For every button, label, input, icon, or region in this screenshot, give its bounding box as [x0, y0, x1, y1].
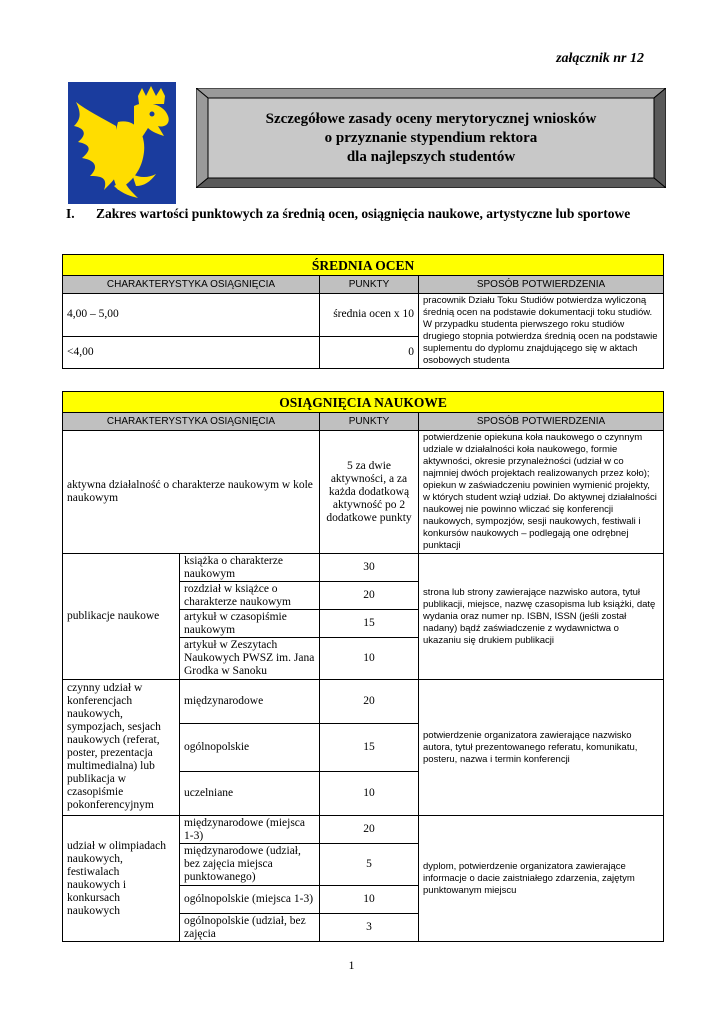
header-characteristic: CHARAKTERYSTYKA OSIĄGNIĘCIA [63, 413, 320, 431]
header-confirmation: SPOSÓB POTWIERDZENIA [419, 413, 664, 431]
conference-item: ogólnopolskie [180, 724, 320, 772]
olympiad-points: 10 [320, 886, 419, 914]
conference-points: 20 [320, 680, 419, 724]
conference-points: 10 [320, 772, 419, 816]
publication-points: 10 [320, 638, 419, 680]
conferences-confirmation: potwierdzenie organizatora zawierające nazwisko autora, tytuł prezentowanego referatu, komunikatu, posteru, nazwa i termin konferencji [419, 680, 664, 816]
olympiad-item: ogólnopolskie (udział, bez zajęcia [180, 914, 320, 942]
conference-item: uczelniane [180, 772, 320, 816]
publications-label: publikacje naukowe [63, 554, 180, 680]
conference-item: międzynarodowe [180, 680, 320, 724]
grades-row-2-points: 0 [320, 336, 419, 368]
science-table-title: OSIĄGNIĘCIA NAUKOWE [63, 392, 664, 413]
olympiad-item: międzynarodowe (udział, bez zajęcia miejsca punktowanego) [180, 844, 320, 886]
olympiad-points: 20 [320, 816, 419, 844]
conferences-label: czynny udział w konferencjach naukowych, sympozjach, sesjach naukowych (referat, poster, prezentacja multimedialna) lub publikacja w czasopiśmie pokonferencyjnym [63, 680, 180, 816]
title-line-3: dla najlepszych studentów [346, 148, 516, 165]
header-confirmation: SPOSÓB POTWIERDZENIA [419, 276, 664, 294]
science-table [62, 391, 664, 942]
section-text: Zakres wartości punktowych za średnią ocen, osiągnięcia naukowe, artystyczne lub sportowe [96, 206, 631, 221]
header-characteristic: CHARAKTERYSTYKA OSIĄGNIĘCIA [63, 276, 320, 294]
publication-item: książka o charakterze naukowym [180, 554, 320, 582]
conference-points: 15 [320, 724, 419, 772]
page-title [196, 88, 666, 188]
olympiads-confirmation: dyplom, potwierdzenie organizatora zawierające informacje o dacie zaistniałego zdarzenia, zajętym punktowanym miejscu [419, 816, 664, 942]
header-points: PUNKTY [320, 413, 419, 431]
olympiads-label: udział w olimpiadach naukowych, festiwalach naukowych i konkursach naukowych [63, 816, 180, 942]
club-characteristic: aktywna działalność o charakterze naukowym w kole naukowym [63, 431, 320, 554]
grades-table-title: ŚREDNIA OCEN [63, 255, 664, 276]
publication-item: artykuł w czasopiśmie naukowym [180, 610, 320, 638]
olympiad-item: międzynarodowe (miejsca 1-3) [180, 816, 320, 844]
grades-row-1-characteristic: 4,00 – 5,00 [63, 294, 320, 337]
club-confirmation: potwierdzenie opiekuna koła naukowego o czynnym udziale w działalności koła naukowego, formie aktywności, okresie przynależności (udział w co najmniej dwóch projektach realizowanych przez koło); opiekun w zaświadczeniu powinien wymienić projekty, w których student wziął udział. Do aktywnej działalności naukowej nie powinno wliczać się konferencji naukowych, sympozjów, sesji naukowych, festiwali i konkursów naukowych – podlegają one odrębnej punktacji [419, 431, 664, 554]
olympiad-item: ogólnopolskie (miejsca 1-3) [180, 886, 320, 914]
eagle-logo-icon [68, 82, 176, 204]
header-points: PUNKTY [320, 276, 419, 294]
grades-row-2-characteristic: <4,00 [63, 336, 320, 368]
section-number: I. [66, 206, 75, 221]
publication-item: artykuł w Zeszytach Naukowych PWSZ im. Jana Grodka w Sanoku [180, 638, 320, 680]
publication-item: rozdział w książce o charakterze naukowym [180, 582, 320, 610]
grades-table [62, 254, 664, 369]
publication-points: 20 [320, 582, 419, 610]
olympiad-points: 3 [320, 914, 419, 942]
publication-points: 15 [320, 610, 419, 638]
title-box [196, 88, 666, 188]
grades-confirmation: pracownik Działu Toku Studiów potwierdza wyliczoną średnią ocen na podstawie dokumentacji toku studiów. W przypadku studenta pierwszego roku studiów drugiego stopnia potwierdza średnią ocen na podstawie suplementu do dyplomu znajdującego się w aktach osobowych studenta [419, 294, 664, 369]
publication-points: 30 [320, 554, 419, 582]
title-line-1: Szczegółowe zasady oceny merytorycznej wniosków [265, 110, 597, 127]
grades-row-1-points: średnia ocen x 10 [320, 294, 419, 337]
annex-label: załącznik nr 12 [556, 51, 644, 66]
olympiad-points: 5 [320, 844, 419, 886]
publications-confirmation: strona lub strony zawierające nazwisko autora, tytuł publikacji, miejsce, nazwę czasopisma lub książki, datę wydania oraz numer np. ISBN, ISSN (jeśli został nadany) bądź zaświadczenie z wydawnictwa o ukazaniu się drukiem publikacji [419, 554, 664, 680]
page-number: 1 [348, 958, 355, 972]
club-points: 5 za dwie aktywności, a za każda dodatkową aktywność po 2 dodatkowe punkty [320, 431, 419, 554]
title-line-2: o przyznanie stypendium rektora [324, 129, 538, 146]
